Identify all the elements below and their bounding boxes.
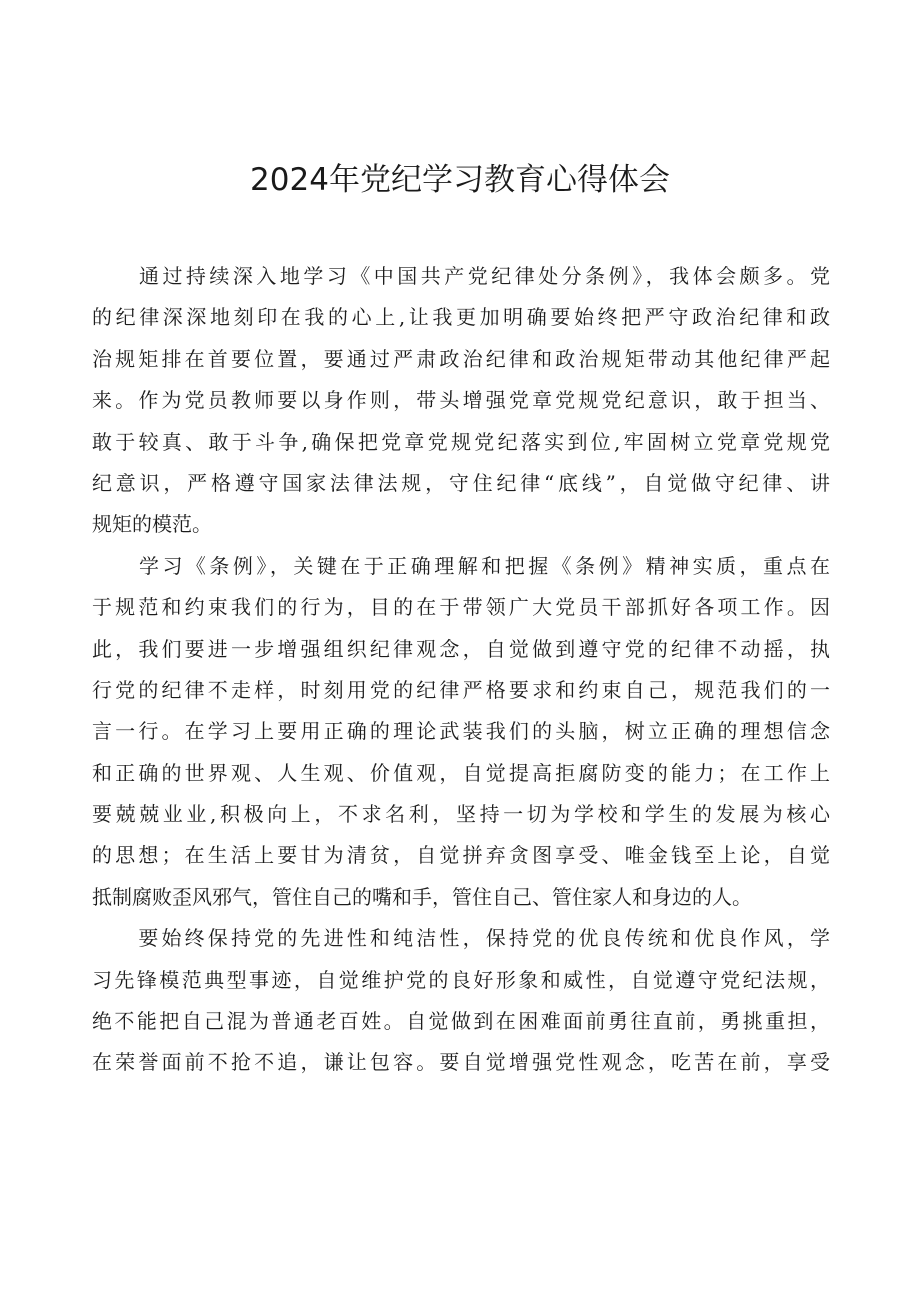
text-line: 的纪律深深地刻印在我的心上,让我更加明确要始终把严守政治纪律和政 bbox=[92, 305, 830, 330]
text-line: 来。作为党员教师要以身作则，带头增强党章党规党纪意识，敢于担当、 bbox=[92, 388, 830, 413]
text-line: 要兢兢业业,积极向上，不求名利，坚持一切为学校和学生的发展为核心 bbox=[92, 802, 830, 827]
text-line: 和正确的世界观、人生观、价值观，自觉提高拒腐防变的能力；在工作上 bbox=[92, 760, 830, 785]
text-line: 纪意识，严格遵守国家法律法规，守住纪律“底线”，自觉做守纪律、讲 bbox=[92, 470, 830, 495]
text-line: 此，我们要进一步增强组织纪律观念，自觉做到遵守党的纪律不动摇，执 bbox=[92, 636, 830, 661]
paragraph-3 bbox=[92, 918, 830, 1084]
text-line: 学习《条例》，关键在于正确理解和把握《条例》精神实质，重点在 bbox=[92, 553, 830, 578]
document-body bbox=[92, 256, 830, 1084]
text-line: 抵制腐败歪风邪气，管住自己的嘴和手，管住自己、管住家人和身边的人。 bbox=[92, 884, 752, 909]
text-line: 要始终保持党的先进性和纯洁性，保持党的优良传统和优良作风，学 bbox=[92, 926, 830, 951]
text-line: 规矩的模范。 bbox=[92, 512, 212, 537]
document-title: 2024年党纪学习教育心得体会 bbox=[250, 162, 670, 198]
text-line: 的思想；在生活上要甘为清贫，自觉拼弃贪图享受、唯金钱至上论，自觉 bbox=[92, 843, 830, 868]
text-line: 治规矩排在首要位置，要通过严肃政治纪律和政治规矩带动其他纪律严起 bbox=[92, 346, 830, 371]
paragraph-1 bbox=[92, 256, 830, 546]
text-line: 绝不能把自己混为普通老百姓。自觉做到在困难面前勇往直前，勇挑重担， bbox=[92, 1009, 830, 1034]
text-line: 通过持续深入地学习《中国共产党纪律处分条例》，我体会颇多。党 bbox=[92, 264, 830, 288]
paragraph-2 bbox=[92, 546, 830, 919]
text-line: 于规范和约束我们的行为，目的在于带领广大党员干部抓好各项工作。因 bbox=[92, 595, 830, 620]
text-line: 习先锋模范典型事迹，自觉维护党的良好形象和威性，自觉遵守党纪法规， bbox=[92, 967, 830, 992]
text-line: 敢于较真、敢于斗争,确保把党章党规党纪落实到位,牢固树立党章党规党 bbox=[92, 429, 830, 454]
text-line: 在荣誉面前不抢不追，谦让包容。要自觉增强党性观念，吃苦在前，享受 bbox=[92, 1050, 830, 1075]
text-line: 言一行。在学习上要用正确的理论武装我们的头脑，树立正确的理想信念 bbox=[92, 719, 830, 744]
text-line: 行党的纪律不走样，时刻用党的纪律严格要求和约束自己，规范我们的一 bbox=[92, 677, 830, 702]
